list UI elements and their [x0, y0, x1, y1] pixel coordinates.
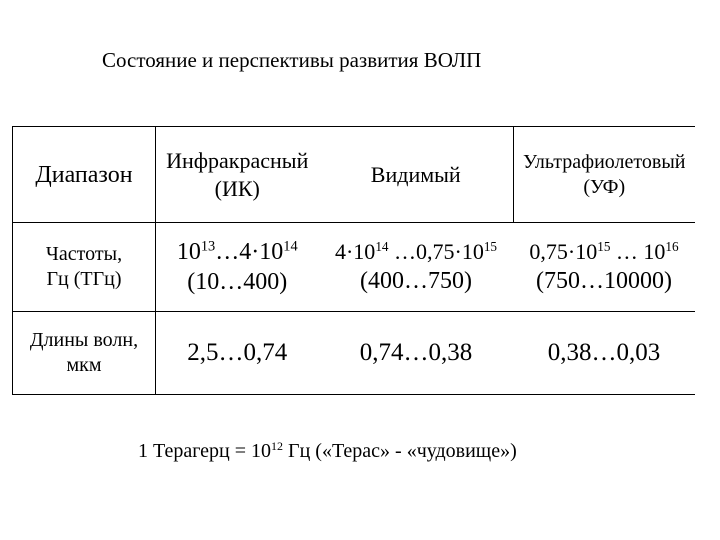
slide-title: Состояние и перспективы развития ВОЛП: [102, 48, 482, 72]
header-ultraviolet-name: Ультрафиолетовый: [523, 150, 686, 173]
frequency-visible-hz: $4\cdot 10^{14}$ $\dots 0,75\cdot 10^{15}$: [334, 239, 498, 265]
header-ultraviolet-abbr: (УФ): [583, 175, 626, 198]
wavelength-label-line2: мкм: [66, 354, 102, 376]
header-range-cell: [13, 127, 156, 223]
wavelength-label-cell: [13, 312, 156, 395]
frequency-row: [13, 223, 695, 312]
header-infrared-abbr: (ИК): [214, 175, 260, 201]
header-ultraviolet-cell: [514, 127, 695, 223]
frequency-infrared-cell: [156, 223, 319, 312]
frequency-visible-cell: [319, 223, 514, 312]
header-visible-cell: [319, 127, 514, 223]
frequency-infrared-hz: $10^{13}\dots 4\cdot 10^{14}$: [176, 238, 298, 265]
frequency-ultraviolet-thz: (750…10000): [536, 267, 672, 294]
frequency-visible-thz: (400…750): [360, 267, 472, 294]
header-range-label: Диапазон: [35, 161, 133, 188]
header-infrared-cell: [156, 127, 319, 223]
frequency-ultraviolet-cell: [514, 223, 695, 312]
wavelength-visible-value: 0,74…0,38: [359, 339, 473, 367]
frequency-ultraviolet-hz: $0,75\cdot 10^{15}$ … $10^{16}$: [529, 239, 679, 265]
header-infrared-name: Инфракрасный: [166, 148, 309, 173]
wavelength-infrared-cell: [156, 312, 319, 395]
wavelength-ultraviolet-value: 0,38…0,03: [547, 339, 661, 367]
frequency-label-line2: Гц (ТГц): [46, 268, 122, 290]
wavelength-infrared-value: 2,5…0,74: [187, 339, 288, 367]
spectral-bands-table: [12, 126, 695, 395]
terahertz-footnote: 1 Терагерц = $10^{12}$ Гц («Терас» - «чудовище»): [138, 438, 517, 462]
wavelength-visible-cell: [319, 312, 514, 395]
frequency-label-cell: [13, 223, 156, 312]
wavelength-row: [13, 312, 695, 395]
table-header-row: [13, 127, 695, 223]
wavelength-ultraviolet-cell: [514, 312, 695, 395]
frequency-label-line1: Частоты,: [45, 243, 123, 265]
frequency-infrared-thz: (10…400): [187, 269, 288, 295]
header-visible-name: Видимый: [370, 161, 461, 187]
wavelength-label-line1: Длины волн,: [29, 329, 139, 351]
